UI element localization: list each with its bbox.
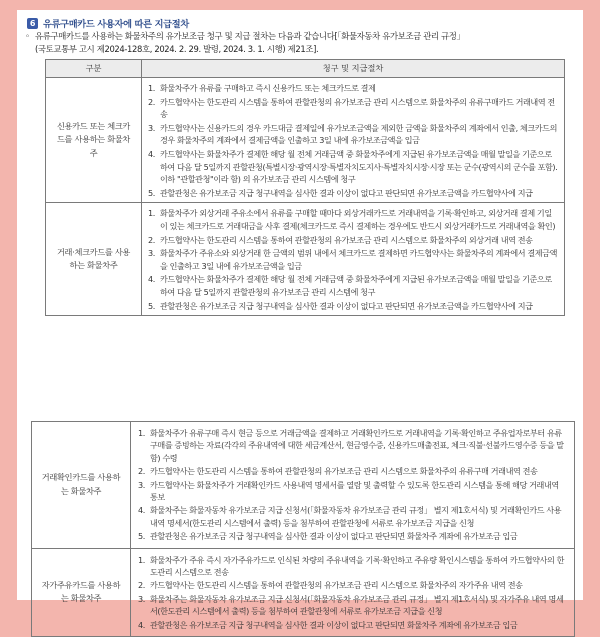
- list-item: 4. 카드협약사는 화물차주가 결제한 해당 월 전체 거래금액 중 화물차주에게 지급된 유가보조금액을 매월 말일을 기준으로 하여 다음 달 5일까지 관할관청(특별시장·광역시장·특별자치도지사·특별자치시장·시장 또는 군수(광역시의 군수를 포함). 이하 "관할관청"이라 함) 의 유가보조금 관리 시스템에 청구: [148, 148, 558, 185]
- list-item: 3. 화물차주가 주유소와 외상거래 한 금액의 범위 내에서 체크카드로 결제하면 카드협약사는 화물차주의 계좌에서 결제금액을 인출하고 3일 내에 유가보조금액을 입금: [148, 248, 558, 271]
- intro-line-2: (국토교통부 고시 제2024-128호, 2024. 2. 29. 발령, 2024. 3. 1. 시행) 제21조].: [35, 43, 319, 54]
- document-page: [17, 10, 583, 630]
- row-category: 거래확인카드를 사용하는 화물차주: [32, 422, 131, 549]
- row-category: 자가주유카드를 사용하는 화물차주: [32, 548, 131, 636]
- list-item: 5. 관할관청은 유가보조금 지급 청구내역을 심사한 결과 이상이 없다고 판단되면 유가보조금액을 카드협약사에 지급: [148, 300, 533, 311]
- list-item: 1. 화물차주가 유류구매 즉시 현금 등으로 거래금액을 결제하고 거래확인카드로 거래내역을 기록·확인하고 주유업자로부터 유류구매를 증빙하는 자료(각각의 주유내역에 대한 세금계산서, 현금영수증, 신용카드매출전표, 체크·직불·선불카드영수증 등을 말함) 수령: [138, 428, 564, 463]
- procedure-table-top: [45, 59, 565, 316]
- table-row: [32, 548, 575, 636]
- header-category: 구분: [46, 60, 142, 78]
- table-row: [32, 422, 575, 549]
- list-item: 4. 관할관청은 유가보조금 지급 청구내역을 심사한 결과 이상이 없다고 판단되면 화물차주 계좌에 유가보조금 입금: [138, 619, 518, 630]
- section-heading: [27, 16, 189, 30]
- list-item: 1. 화물차주가 주유 즉시 자가주유카드로 인식된 차량의 주유내역을 기록·확인하고 주유량 확인시스템을 통하여 카드협약사의 한도관리 시스템으로 전송: [138, 554, 565, 578]
- intro-paragraph: [25, 30, 565, 55]
- list-item: 5. 관할관청은 유가보조금 지급 청구내역을 심사한 결과 이상이 없다고 판단되면 화물차주 계좌에 유가보조금 입금: [138, 531, 518, 542]
- table-row: [46, 78, 565, 203]
- list-item: 2. 카드협약사는 한도관리 시스템을 통하여 관할관청의 유가보조금 관리 시스템으로 화물차주의 외상거래 내역 전송: [148, 234, 533, 245]
- list-item: 2. 카드협약사는 한도관리 시스템을 통하여 관할관청의 유가보조금 관리 시스템으로 화물차주의 자가주유 내역 전송: [138, 580, 523, 591]
- list-item: 2. 카드협약사는 한도관리 시스템을 통하여 관할관청의 유가보조금 관리 시스템으로 화물차주의 유류구매 거래내역 전송: [138, 466, 538, 477]
- header-procedure: 청구 및 지급절차: [142, 60, 565, 78]
- procedure-list: [138, 427, 567, 543]
- list-item: 2. 카드협약사는 한도관리 시스템을 통하여 관할관청의 유가보조금 관리 시스템으로 화물차주의 유류구매카드 거래내역 전송: [148, 96, 555, 120]
- list-item: 3. 카드협약사는 신용카드의 경우 카드대금 결제일에 유가보조금액을 제외한 금액을 화물차주의 계좌에서 인출, 체크카드의 경우 화물차주의 계좌에서 결제금액을 인출하고 3일 내에 유가보조금액을 입금: [148, 122, 558, 146]
- list-item: 4. 카드협약사는 화물차주가 결제한 해당 월 전체 거래금액 중 화물차주에게 지급된 유가보조금액을 매월 말일을 기준으로 하여 다음 달 5일까지 관할관청의 유가보조금 관리 시스템에 청구: [148, 274, 552, 297]
- table-header-row: [46, 60, 565, 78]
- list-item: 3. 화물차주는 화물자동차 유가보조금 지급 신청서(「화물자동차 유가보조금 관리 규정」 별지 제1호서식) 및 자가주유 내역 명세서(한도관리 시스템에서 출력) 등을 첨부하여 관할관청에 서류로 유가보조금 지급을 신청: [138, 593, 564, 617]
- table-row: [46, 203, 565, 316]
- list-item: 1. 화물차주가 외상거래 주유소에서 유류를 구매할 때마다 외상거래카드로 거래내역을 기록·확인하고, 외상거래 결제 기일이 있는 체크카드로 거래대금을 사후 결제(체크카드로 즉시 결제하는 경우에도 반드시 외상거래카드로 거래내역을 확인): [148, 208, 556, 231]
- row-category: 신용카드 또는 체크카드를 사용하는 화물차주: [46, 78, 142, 203]
- list-item: 5. 관할관청은 유가보조금 지급 청구내역을 심사한 결과 이상이 없다고 판단되면 유가보조금액을 카드협약사에 지급: [148, 187, 533, 198]
- list-item: 1. 화물차주가 유류를 구매하고 즉시 신용카드 또는 체크카드로 결제: [148, 83, 376, 93]
- list-item: 3. 카드협약사는 화물차주가 거래확인카드 사용내역 명세서를 열람 및 출력할 수 있도록 한도관리 시스템을 통해 해당 거래내역 통보: [138, 479, 559, 503]
- procedure-list: [148, 207, 558, 312]
- bullet-icon: ◦: [25, 31, 30, 41]
- list-item: 4. 화물차주는 화물자동차 유가보조금 지급 신청서(「화물자동차 유가보조금 관리 규정」 별지 제1호서식) 및 거래확인카드 사용내역 명세서(한도관리 시스템에서 출력) 등을 첨부하여 관할관청에 서류로 유가보조금 지급을 신청: [138, 505, 562, 528]
- section-number-badge: 6: [27, 18, 38, 29]
- intro-line-1: 유류구매카드를 사용하는 화물차주의 유가보조금 청구 및 지급 절차는 다음과 같습니다[「화물자동차 유가보조금 관리 규정」: [35, 31, 465, 41]
- procedure-list: [148, 82, 558, 199]
- row-category: 거래·체크카드를 사용하는 화물차주: [46, 203, 142, 316]
- procedure-table-bottom: [31, 421, 575, 637]
- section-title: 유류구매카드 사용자에 따른 지급절차: [43, 19, 189, 30]
- procedure-list: [138, 554, 567, 631]
